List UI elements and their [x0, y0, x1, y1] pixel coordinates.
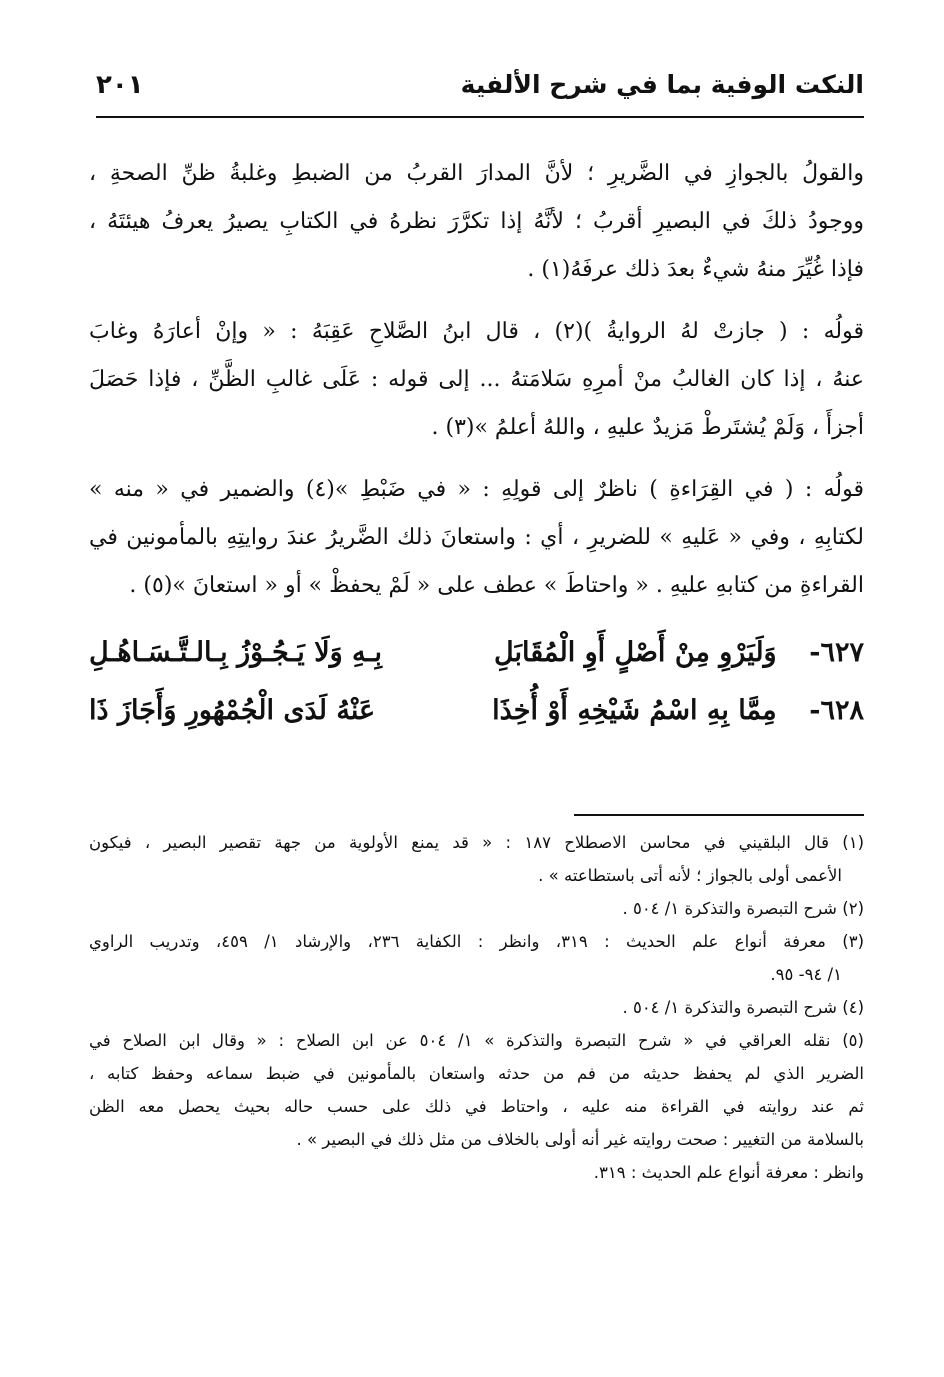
- text-line: عنهُ ، إذا كان الغالبُ منْ أمرِهِ سَلامَتهُ ... إلى قوله : عَلَى غالبِ الظَّنِّ ، فإذا حَصَلَ: [89, 367, 864, 392]
- footnote-line: (٤) شرح التبصرة والتذكرة ١/ ٥٠٤ .: [622, 998, 864, 1017]
- verse-first-text: مِمَّا بِهِ اسْمُ شَيْخِهِ أَوْ أُخِذَا: [492, 695, 777, 726]
- text-line: والقولُ بالجوازِ في الضَّريرِ ؛ لأنَّ المدارَ القربُ من الضبطِ وغلبةُ ظنِّ الصحةِ ،: [89, 161, 864, 186]
- page-number: ٢٠١: [96, 70, 144, 100]
- text-line: قولُه : ( في القِرَاءةِ ) ناظرٌ إلى قولِهِ : « في ضَبْطِ »(٤) والضمير في « منه »: [89, 477, 864, 502]
- main-text: [89, 150, 864, 740]
- footnote-line: (٢) شرح التبصرة والتذكرة ١/ ٥٠٤ .: [622, 899, 864, 918]
- footnote: [89, 892, 864, 925]
- verse-second-hemistich: بِـهِ وَلَا يَـجُـوْزُ بِـالـتَّـسَـاهُـلِ: [89, 637, 382, 668]
- verse-line: [89, 682, 864, 740]
- verse-second-hemistich: عَنْهُ لَدَى الْجُمْهُورِ وَأَجَازَ ذَا: [89, 695, 376, 726]
- footnote-line: الضرير الذي لم يحفظ حديثه من فم من حدثه واستعان بالمأمونين في ضبط سماعه وحفظ كتابه ،: [89, 1064, 864, 1083]
- running-header: [96, 66, 864, 118]
- footnote-line: ١/ ٩٤- ٩٥.: [770, 965, 842, 984]
- footnote: [89, 925, 864, 991]
- footnote-line: ثم عند روايته في القراءة منه عليه ، واحتاط في ذلك على حسب حاله بحيث يحصل معه الظن: [89, 1097, 864, 1116]
- footnote-line: (١) قال البلقيني في محاسن الاصطلاح ١٨٧ : « قد يمنع الأولوية من جهة تقصير البصير ، فيكون: [89, 833, 864, 852]
- paragraph: [89, 308, 864, 452]
- footnote: [89, 991, 864, 1024]
- paragraph: [89, 150, 864, 294]
- verse-number: ٦٢٨-: [809, 695, 864, 726]
- footnote: [89, 1024, 864, 1189]
- book-title: النكت الوفية بما في شرح الألفية: [460, 70, 864, 99]
- verse-number: ٦٢٧-: [809, 637, 864, 668]
- paragraph: [89, 466, 864, 610]
- footnote-line: وانظر : معرفة أنواع علم الحديث : ٣١٩.: [593, 1163, 864, 1182]
- footnotes: [89, 826, 864, 1189]
- text-line: ووجودُ ذلكَ في البصيرِ أقربُ ؛ لأنَّهُ إذا تكرَّرَ نظرهُ في الكتابِ يصيرُ يعرفُ هيئتَهُ ،: [89, 209, 864, 234]
- text-line: لكتابِهِ ، وفي « عَليهِ » للضريرِ ، أي : واستعانَ ذلك الضَّريرُ عندَ روايتِهِ بالمأمونين في: [89, 525, 864, 550]
- footnote-line: (٣) معرفة أنواع علم الحديث : ٣١٩، وانظر : الكفاية ٢٣٦، والإرشاد ١/ ٤٥٩، وتدريب الراوي: [89, 932, 864, 951]
- verse-line: [89, 624, 864, 682]
- verse-first-hemistich: [492, 682, 864, 740]
- verse-first-text: وَلَيَرْوِ مِنْ أَصْلٍ أَوِ الْمُقَابَلِ: [494, 637, 777, 668]
- footnote-divider: [574, 814, 864, 816]
- verse-first-hemistich: [494, 624, 864, 682]
- text-line: فإذا غُيِّرَ منهُ شيءٌ بعدَ ذلك عرفَهُ(١) .: [527, 257, 864, 282]
- footnote-line: الأعمى أولى بالجواز ؛ لأنه أتى باستطاعته » .: [538, 866, 842, 885]
- text-line: قولُه : ( جازتْ لهُ الروايةُ )(٢) ، قال ابنُ الصَّلاحِ عَقِبَهُ : « وإنْ أعارَهُ وغابَ: [89, 319, 864, 344]
- footnote-line: (٥) نقله العراقي في « شرح التبصرة والتذكرة » ١/ ٥٠٤ عن ابن الصلاح : « وقال ابن الصلاح في: [89, 1031, 864, 1050]
- footnote: [89, 826, 864, 892]
- text-line: القراءةِ من كتابهِ عليهِ . « واحتاطَ » عطف على « لَمْ يحفظْ » أو « استعانَ »(٥) .: [129, 573, 864, 598]
- footnote-line: بالسلامة من التغيير : صحت روايته غير أنه أولى بالخلاف من مثل ذلك في البصير » .: [296, 1130, 864, 1149]
- text-line: أجزأَ ، وَلَمْ يُشتَرطْ مَزيدٌ عليهِ ، واللهُ أعلمُ »(٣) .: [431, 415, 864, 440]
